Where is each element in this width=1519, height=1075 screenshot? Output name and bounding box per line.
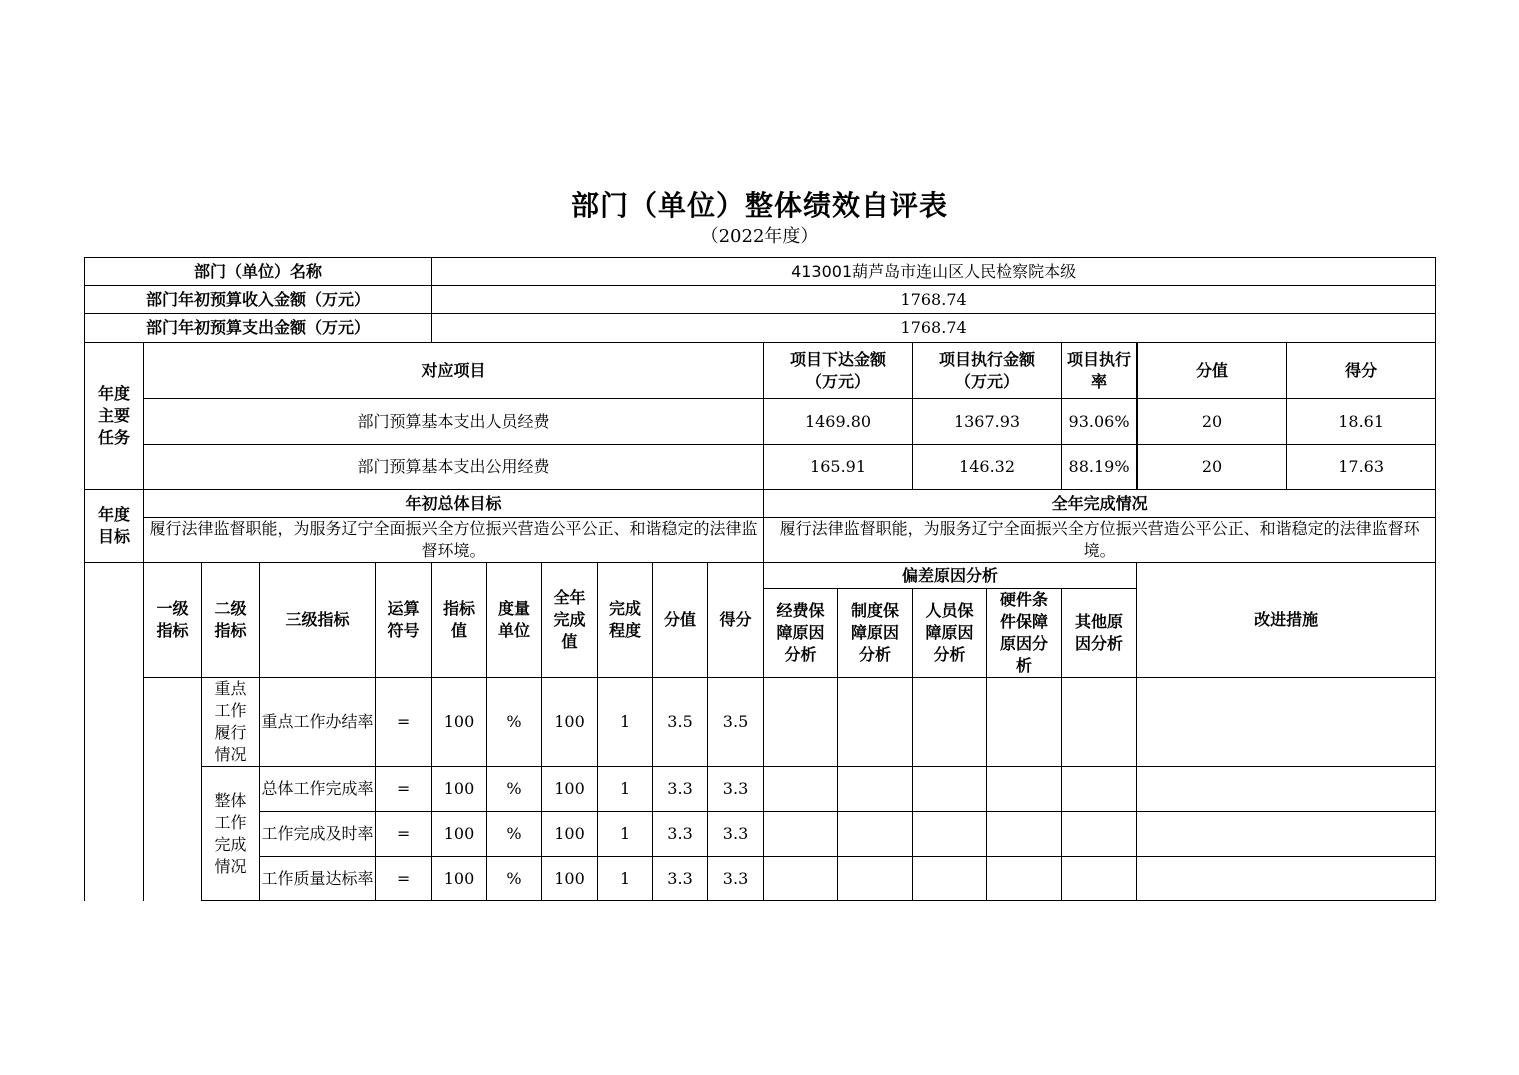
- ind-target: 100: [432, 678, 487, 767]
- ind-level2: 重点 工作 履行 情况: [202, 678, 260, 767]
- ind-header-actual: 全年 完成 值: [542, 563, 598, 678]
- indicator-row: [85, 857, 1436, 901]
- ind-dev-system: [838, 678, 913, 767]
- task-project: 部门预算基本支出公用经费: [144, 445, 764, 490]
- ind-dev-funding: [764, 812, 838, 857]
- indicator-row: [85, 678, 1436, 767]
- task-rate: 93.06%: [1062, 399, 1137, 445]
- goals-completion-header: 全年完成情况: [764, 490, 1436, 518]
- dept-name-value: 413001葫芦岛市连山区人民检察院本级: [432, 258, 1436, 286]
- ind-level3: 重点工作办结率: [260, 678, 376, 767]
- ind-dev-system: [838, 857, 913, 901]
- income-value: 1768.74: [432, 286, 1436, 314]
- ind-actual: 100: [542, 857, 598, 901]
- expense-value: 1768.74: [432, 314, 1436, 343]
- ind-score-value: 3.3: [653, 857, 708, 901]
- ind-dev-other: [1062, 812, 1137, 857]
- ind-operator: =: [376, 678, 432, 767]
- ind-improvement: [1137, 812, 1436, 857]
- ind-dev-system: [838, 767, 913, 812]
- ind-dev-hardware: [987, 678, 1062, 767]
- ind-unit: %: [487, 812, 542, 857]
- income-row: [85, 286, 1436, 314]
- goals-text-row: [85, 518, 1436, 563]
- goals-header-row: [85, 490, 1436, 518]
- ind-dev-hardware: [987, 812, 1062, 857]
- ind-header-target: 指标 值: [432, 563, 487, 678]
- ind-actual: 100: [542, 812, 598, 857]
- ind-dev-funding: [764, 678, 838, 767]
- ind-score: 3.3: [708, 767, 764, 812]
- ind-level3: 工作完成及时率: [260, 812, 376, 857]
- tasks-header-project: 对应项目: [144, 343, 764, 399]
- task-score-value: 20: [1137, 399, 1287, 444]
- ind-level2: 整体 工作 完成 情况: [202, 767, 260, 901]
- tasks-section-label: 年度 主要 任务: [85, 343, 144, 490]
- ind-header-level3: 三级指标: [260, 563, 376, 678]
- task-score: 17.63: [1338, 457, 1385, 476]
- ind-level1-cell: [144, 678, 202, 901]
- ind-dev-other: [1062, 678, 1137, 767]
- indicator-section-blank: [85, 563, 144, 901]
- ind-level3: 工作质量达标率: [260, 857, 376, 901]
- task-issued: 1469.80: [764, 399, 913, 445]
- ind-unit: %: [487, 767, 542, 812]
- ind-header-level1: 一级 指标: [144, 563, 202, 678]
- ind-dev-funding: [764, 857, 838, 901]
- ind-operator: =: [376, 812, 432, 857]
- page-title: 部门（单位）整体绩效自评表: [570, 189, 948, 222]
- ind-header-unit: 度量 单位: [487, 563, 542, 678]
- ind-score-value: 3.5: [653, 678, 708, 767]
- ind-header-operator: 运算 符号: [376, 563, 432, 678]
- ind-unit: %: [487, 857, 542, 901]
- ind-improvement: [1137, 678, 1436, 767]
- ind-operator: =: [376, 767, 432, 812]
- ind-degree: 1: [598, 857, 653, 901]
- goals-initial-text: 履行法律监督职能，为服务辽宁全面振兴全方位振兴营造公平公正、和谐稳定的法律监督环境。: [144, 518, 764, 563]
- dept-name-label: 部门（单位）名称: [85, 258, 432, 286]
- ind-header-dev-hardware: 硬件条 件保障 原因分 析: [987, 589, 1062, 678]
- tasks-header-score: 得分: [1345, 360, 1378, 380]
- income-label: 部门年初预算收入金额（万元）: [85, 286, 432, 314]
- indicator-row: [85, 767, 1436, 812]
- ind-dev-staff: [913, 857, 987, 901]
- task-score-value: 20: [1137, 445, 1287, 489]
- ind-target: 100: [432, 857, 487, 901]
- ind-degree: 1: [598, 678, 653, 767]
- ind-header-dev-other: 其他原 因分析: [1062, 589, 1137, 678]
- ind-dev-staff: [913, 678, 987, 767]
- ind-header-score-value: 分值: [653, 563, 708, 678]
- ind-actual: 100: [542, 678, 598, 767]
- ind-dev-hardware: [987, 857, 1062, 901]
- ind-score: 3.5: [708, 678, 764, 767]
- ind-dev-staff: [913, 812, 987, 857]
- task-executed: 146.32: [913, 445, 1062, 490]
- tasks-header-score-value: 分值: [1137, 343, 1287, 398]
- ind-dev-other: [1062, 767, 1137, 812]
- ind-score: 3.3: [708, 812, 764, 857]
- ind-target: 100: [432, 812, 487, 857]
- task-issued: 165.91: [764, 445, 913, 490]
- expense-row: [85, 314, 1436, 343]
- ind-improvement: [1137, 767, 1436, 812]
- ind-actual: 100: [542, 767, 598, 812]
- goals-completion-text: 履行法律监督职能，为服务辽宁全面振兴全方位振兴营造公平公正、和谐稳定的法律监督环境。: [764, 518, 1436, 563]
- ind-header-dev-staff: 人员保 障原因 分析: [913, 589, 987, 678]
- page-subtitle: （2022年度）: [700, 226, 819, 247]
- ind-degree: 1: [598, 812, 653, 857]
- ind-dev-other: [1062, 857, 1137, 901]
- ind-header-score: 得分: [708, 563, 764, 678]
- ind-target: 100: [432, 767, 487, 812]
- task-executed: 1367.93: [913, 399, 1062, 445]
- ind-dev-funding: [764, 767, 838, 812]
- ind-degree: 1: [598, 767, 653, 812]
- ind-header-level2: 二级 指标: [202, 563, 260, 678]
- ind-unit: %: [487, 678, 542, 767]
- task-project: 部门预算基本支出人员经费: [144, 399, 764, 445]
- task-row: [85, 399, 1436, 445]
- ind-dev-staff: [913, 767, 987, 812]
- task-row: [85, 445, 1436, 490]
- ind-score-value: 3.3: [653, 767, 708, 812]
- ind-improvement: [1137, 857, 1436, 901]
- expense-label: 部门年初预算支出金额（万元）: [85, 314, 432, 343]
- task-score: 18.61: [1338, 411, 1385, 431]
- tasks-header-issued: 项目下达金额 （万元）: [764, 343, 913, 399]
- ind-dev-system: [838, 812, 913, 857]
- tasks-header-rate: 项目执行率: [1062, 343, 1137, 399]
- indicator-header-row: [85, 563, 1436, 589]
- ind-header-improvement: 改进措施: [1137, 563, 1436, 678]
- dept-name-row: [85, 258, 1436, 286]
- goals-section-label: 年度 目标: [85, 490, 144, 563]
- tasks-header-row: [85, 343, 1436, 399]
- task-rate: 88.19%: [1062, 445, 1137, 490]
- ind-header-dev-funding: 经费保 障原因 分析: [764, 589, 838, 678]
- ind-header-dev-system: 制度保 障原因 分析: [838, 589, 913, 678]
- ind-dev-hardware: [987, 767, 1062, 812]
- ind-header-degree: 完成 程度: [598, 563, 653, 678]
- indicator-row: [85, 812, 1436, 857]
- tasks-header-executed: 项目执行金额 （万元）: [913, 343, 1062, 399]
- ind-header-deviation: 偏差原因分析: [764, 563, 1137, 589]
- ind-operator: =: [376, 857, 432, 901]
- ind-score: 3.3: [708, 857, 764, 901]
- goals-initial-header: 年初总体目标: [144, 490, 764, 518]
- performance-table: [84, 257, 1436, 901]
- ind-level3: 总体工作完成率: [260, 767, 376, 812]
- ind-score-value: 3.3: [653, 812, 708, 857]
